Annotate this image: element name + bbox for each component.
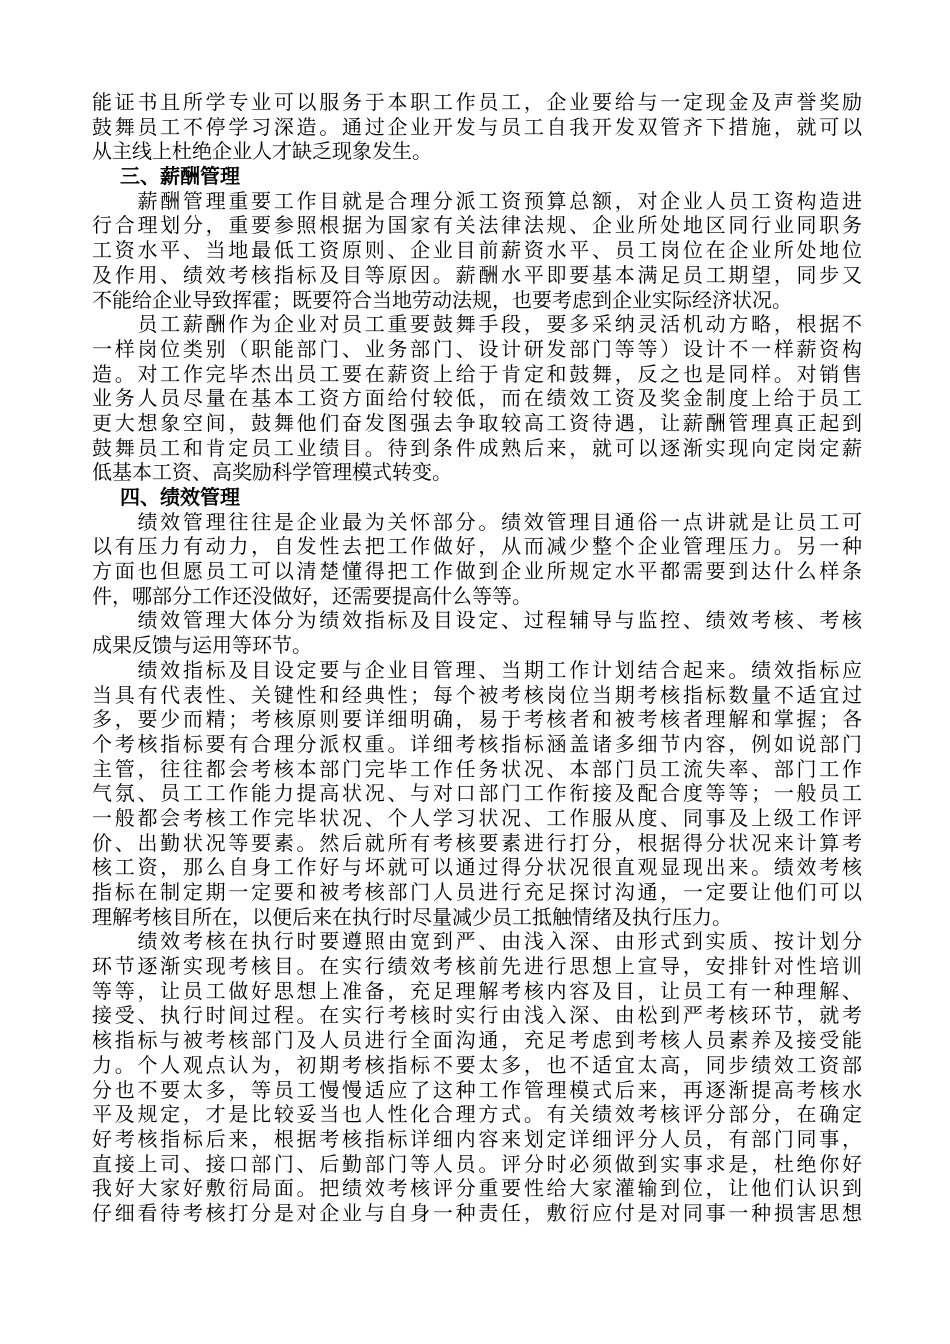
text-line: 主管，往往都会考核本部门完毕工作任务状况、本部门员工流失率、部门工作: [92, 756, 862, 781]
text-line: 绩效管理大体分为绩效指标及目设定、过程辅导与监控、绩效考核、考核: [92, 608, 862, 633]
text-line: 仔细看待考核打分是对企业与自身一种责任，敷衍应付是对同事一种损害思想: [92, 1200, 862, 1225]
text-line: 及作用、绩效考核指标及目等原因。薪酬水平即要基本满足员工期望，同步又: [92, 262, 862, 287]
text-line: 个考核指标要有合理分派权重。详细考核指标涵盖诸多细节内容，例如说部门: [92, 731, 862, 756]
text-line: 行合理划分，重要参照根据为国家有关法律法规、企业所处地区同行业同职务: [92, 213, 862, 238]
text-line: 以有压力有动力，自发性去把工作做好，从而减少整个企业管理压力。另一种: [92, 534, 862, 559]
text-line: 从主线上杜绝企业人才缺乏现象发生。: [92, 139, 432, 164]
text-line: 低基本工资、高奖励科学管理模式转变。: [92, 460, 452, 485]
text-line: 气氛、员工工作能力提高状况、与对口部门工作衔接及配合度等等；一般员工: [92, 781, 862, 806]
text-line: 价、出勤状况等要素。然后就所有考核要素进行打分，根据得分状况来计算考: [92, 830, 862, 855]
text-line: 件，哪部分工作还没做好，还需要提高什么等等。: [92, 583, 532, 608]
text-line: 多，要少而精；考核原则要详细明确，易于考核者和被考核者理解和掌握；各: [92, 707, 862, 732]
text-line: 理解考核目所在，以便后来在执行时尽量减少员工抵触情绪及执行压力。: [92, 904, 732, 929]
text-line: 鼓舞员工不停学习深造。通过企业开发与员工自我开发双管齐下措施，就可以: [92, 114, 862, 139]
text-line: 不能给企业导致挥霍；既要符合当地劳动法规，也要考虑到企业实际经济状况。: [92, 287, 792, 312]
text-line: 当具有代表性、关键性和经典性；每个被考核岗位当期考核指标数量不适宜过: [92, 682, 862, 707]
text-line: 工资水平、当地最低工资原则、企业目前薪资水平、员工岗位在企业所处地位: [92, 238, 862, 263]
text-line: 核指标与被考核部门及人员进行全面沟通，充足考虑到考核人员素养及接受能: [92, 1028, 862, 1053]
text-line: 好考核指标后来，根据考核指标详细内容来划定详细评分人员，有部门同事，: [92, 1126, 862, 1151]
document-page: [92, 90, 862, 1226]
text-line: 核工资，那么自身工作好与坏就可以通过得分状况很直观显现出来。绩效考核: [92, 855, 862, 880]
text-line: 一般都会考核工作完毕状况、个人学习状况、工作服从度、同事及上级工作评: [92, 805, 862, 830]
text-line: 员工薪酬作为企业对员工重要鼓舞手段，要多采纳灵活机动方略，根据不: [92, 312, 862, 337]
text-line: 造。对工作完毕杰出员工要在薪资上给于肯定和鼓舞，反之也是同样。对销售: [92, 361, 862, 386]
section-heading: 四、绩效管理: [120, 485, 240, 509]
text-line: 一样岗位类别（职能部门、业务部门、设计研发部门等等）设计不一样薪资构: [92, 336, 862, 361]
text-line: 业务人员尽量在基本工资方面给付较低，而在绩效工资及奖金制度上给于员工: [92, 386, 862, 411]
text-line: 指标在制定期一定要和被考核部门人员进行充足探讨沟通，一定要让他们可以: [92, 880, 862, 904]
text-line: 方面也但愿员工可以清楚懂得把工作做到企业所规定水平都需要到达什么样条: [92, 559, 862, 584]
text-line: 能证书且所学专业可以服务于本职工作员工，企业要给与一定现金及声誉奖励: [92, 90, 862, 114]
text-line: 更大想象空间，鼓舞他们奋发图强去争取较高工资待遇，让薪酬管理真正起到: [92, 410, 862, 435]
text-line: 成果反馈与运用等环节。: [92, 633, 312, 658]
text-line: 等等，让员工做好思想上准备，充足理解考核内容及目，让员工有一种理解、: [92, 978, 862, 1003]
text-line: 直接上司、接口部门、后勤部门等人员。评分时必须做到实事求是，杜绝你好: [92, 1151, 862, 1176]
text-line: 绩效考核在执行时要遵照由宽到严、由浅入深、由形式到实质、按计划分: [92, 929, 862, 954]
text-line: 薪酬管理重要工作目就是合理分派工资预算总额，对企业人员工资构造进: [92, 188, 862, 213]
text-line: 平及规定，才是比较妥当也人性化合理方式。有关绩效考核评分部分，在确定: [92, 1102, 862, 1127]
text-line: 力。个人观点认为，初期考核指标不要太多，也不适宜太高，同步绩效工资部: [92, 1052, 862, 1077]
text-line: 分也不要太多，等员工慢慢适应了这种工作管理模式后来，再逐渐提高考核水: [92, 1077, 862, 1102]
section-heading: 三、薪酬管理: [120, 164, 240, 189]
text-line: 接受、执行时间过程。在实行考核时实行由浅入深、由松到严考核环节，就考: [92, 1003, 862, 1028]
text-line: 鼓舞员工和肯定员工业绩目。待到条件成熟后来，就可以逐渐实现向定岗定薪: [92, 435, 862, 460]
text-line: 绩效管理往往是企业最为关怀部分。绩效管理目通俗一点讲就是让员工可: [92, 509, 862, 534]
text-line: 我好大家好敷衍局面。把绩效考核评分重要性给大家灌输到位，让他们认识到: [92, 1176, 862, 1201]
text-line: 绩效指标及目设定要与企业目管理、当期工作计划结合起来。绩效指标应: [92, 657, 862, 682]
text-line: 环节逐渐实现考核目。在实行绩效考核前先进行思想上宣导，安排针对性培训: [92, 954, 862, 979]
